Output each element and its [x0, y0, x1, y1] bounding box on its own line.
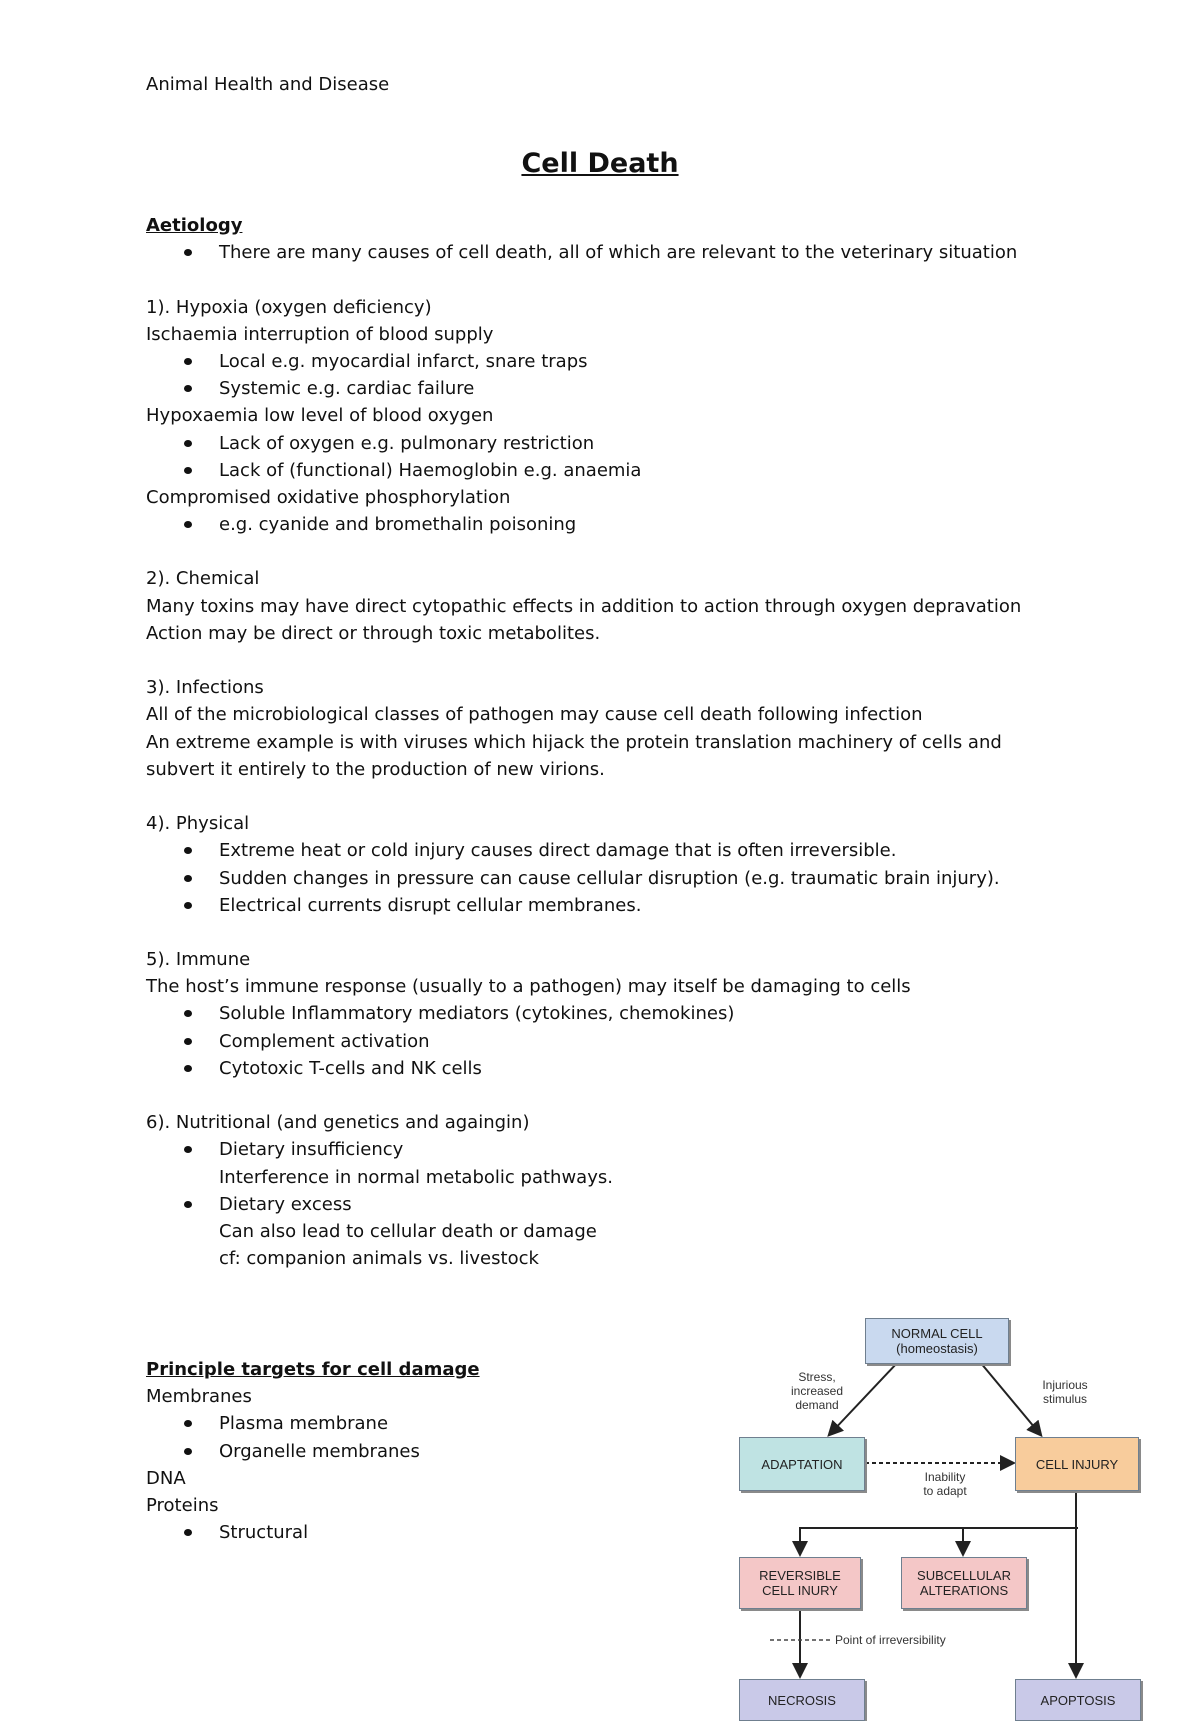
ischaemia-line: Ischaemia interruption of blood supply — [146, 323, 494, 345]
infections-line-3: subvert it entirely to the production of new virions. — [146, 758, 605, 780]
course-header: Animal Health and Disease — [146, 74, 390, 95]
list-item: Organelle membranes — [146, 1438, 646, 1465]
list-item: Soluble Inflammatory mediators (cytokines, chemokines) — [146, 1000, 1046, 1027]
list-item: Dietary excess — [146, 1191, 1046, 1218]
proteins-line: Proteins — [146, 1494, 219, 1516]
apoptosis-box: APOPTOSIS — [1015, 1679, 1141, 1721]
normal-cell-label: NORMAL CELL — [891, 1326, 983, 1341]
dna-line: DNA — [146, 1467, 186, 1489]
injurious-stimulus-label: Injurious stimulus — [1042, 1378, 1088, 1406]
oxphos-line: Compromised oxidative phosphorylation — [146, 486, 511, 508]
irreversibility-label: Point of irreversibility — [835, 1633, 946, 1647]
hypoxaemia-line: Hypoxaemia low level of blood oxygen — [146, 405, 494, 427]
adaptation-box: ADAPTATION — [739, 1437, 865, 1491]
list-item: Systemic e.g. cardiac failure — [146, 375, 1046, 402]
necrosis-box: NECROSIS — [739, 1679, 865, 1721]
immune-line-1: The host’s immune response (usually to a pathogen) may itself be damaging to cells — [146, 976, 911, 998]
list-item: Lack of (functional) Haemoglobin e.g. anaemia — [146, 457, 1046, 484]
list-item: Extreme heat or cold injury causes direct damage that is often irreversible. — [146, 837, 1046, 864]
cell-injury-diagram — [730, 1310, 1190, 1708]
list-item: Plasma membrane — [146, 1410, 646, 1437]
infections-line-2: An extreme example is with viruses which hijack the protein translation machinery of cells and — [146, 731, 1002, 753]
list-item: Lack of oxygen e.g. pulmonary restriction — [146, 430, 1046, 457]
list-item: Local e.g. myocardial infarct, snare traps — [146, 348, 1046, 375]
list-item-detail: Can also lead to cellular death or damage — [219, 1220, 597, 1242]
cell-injury-box: CELL INJURY — [1015, 1437, 1139, 1491]
normal-cell-box — [865, 1318, 1009, 1364]
targets-section — [146, 1356, 646, 1546]
list-item: Sudden changes in pressure can cause cellular disruption (e.g. traumatic brain injury). — [146, 865, 1046, 892]
list-item: Structural — [146, 1519, 646, 1546]
immune-title: 5). Immune — [146, 949, 251, 971]
infections-line-1: All of the microbiological classes of pathogen may cause cell death following infection — [146, 704, 923, 726]
stress-label: Stress, increased demand — [790, 1370, 844, 1412]
subcellular-alterations-box: SUBCELLULAR ALTERATIONS — [901, 1557, 1027, 1609]
chemical-title: 2). Chemical — [146, 568, 260, 590]
list-item: e.g. cyanide and bromethalin poisoning — [146, 511, 1046, 538]
homeostasis-label: (homeostasis) — [896, 1341, 978, 1356]
inability-label: Inability to adapt — [923, 1470, 967, 1498]
aetiology-section — [146, 212, 1046, 1272]
list-item: Complement activation — [146, 1028, 1046, 1055]
reversible-injury-box: REVERSIBLE CELL INURY — [739, 1557, 861, 1609]
membranes-line: Membranes — [146, 1386, 252, 1408]
chemical-line-2: Action may be direct or through toxic metabolites. — [146, 622, 601, 644]
document-title: Cell Death — [521, 148, 679, 179]
list-item: Electrical currents disrupt cellular membranes. — [146, 892, 1046, 919]
chemical-line-1: Many toxins may have direct cytopathic effects in addition to action through oxygen depravation — [146, 595, 1022, 617]
list-item: Cytotoxic T-cells and NK cells — [146, 1055, 1046, 1082]
list-item: Dietary insufficiency — [146, 1136, 1046, 1163]
aetiology-heading: Aetiology — [146, 215, 243, 236]
hypoxia-title: 1). Hypoxia (oxygen deficiency) — [146, 296, 432, 318]
aetiology-intro-bullet: There are many causes of cell death, all of which are relevant to the veterinary situation — [146, 239, 1046, 266]
targets-heading: Principle targets for cell damage — [146, 1359, 480, 1380]
list-item-detail: cf: companion animals vs. livestock — [219, 1248, 539, 1270]
physical-title: 4). Physical — [146, 813, 250, 835]
list-item-detail: Interference in normal metabolic pathways. — [219, 1166, 613, 1188]
nutritional-title: 6). Nutritional (and genetics and againgin) — [146, 1112, 530, 1134]
infections-title: 3). Infections — [146, 677, 264, 699]
